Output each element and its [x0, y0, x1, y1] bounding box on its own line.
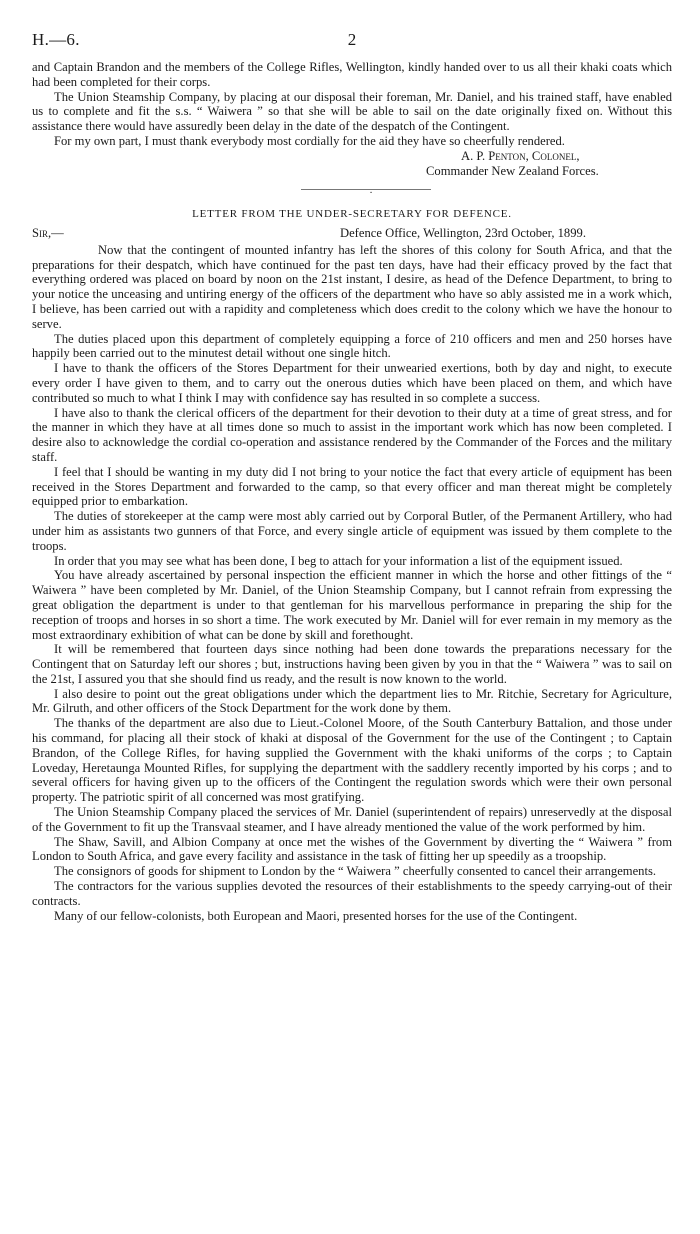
document-reference: H.—6.: [32, 30, 80, 49]
section-divider: [301, 189, 431, 190]
signature-block: [426, 149, 672, 179]
signature-title: Commander New Zealand Forces.: [426, 163, 599, 178]
paragraph: I feel that I should be wanting in my duty did I not bring to your notice the fact that every article of equipment has been received in the Stores Department and forwarded to the camp, so that every officer and man thereat might be completely equipped prior to embarkation.: [32, 464, 672, 509]
paragraph: I also desire to point out the great obligations under which the department lies to Mr. Ritchie, Secretary for Agriculture, Mr. Gilruth, and other officers of the Stock Department for the work done by them.: [32, 686, 672, 716]
paragraph: The Union Steamship Company, by placing at our disposal their foreman, Mr. Daniel, and his trained staff, have enabled us to complete and fit the s.s. “ Waiwera ” so that she will be able to sail on the date originally fixed on. Without this assistance there would have assuredly been delay in the date of the despatch of the Contingent.: [32, 89, 672, 134]
intro-section: [32, 60, 672, 149]
paragraph: The Union Steamship Company placed the services of Mr. Daniel (superintendent of repairs) unreservedly at the disposal of the Government to fit up the Transvaal steamer, and I have already mentioned the value of the work performed by him.: [32, 805, 672, 834]
letter-heading: LETTER FROM THE UNDER-SECRETARY FOR DEFENCE.: [192, 207, 512, 220]
divider-dot: ·: [369, 187, 373, 199]
paragraph: The Shaw, Savill, and Albion Company at once met the wishes of the Government by diverting the “ Waiwera ” from London to South Africa, and gave every facility and assistance in the task of fitting her up speedily as a troopship.: [32, 834, 672, 864]
paragraph: I have also to thank the clerical officers of the department for their devotion to their duty at a time of great stress, and for the manner in which they have at all times done so much to assist in the important work which has now been completed. I desire also to acknowledge the cordial co-operation and assistance rendered by the Commander of the Forces and the military staff.: [32, 405, 672, 464]
letter-body: [32, 243, 672, 924]
paragraph: Many of our fellow-colonists, both European and Maori, presented horses for the use of the Contingent.: [54, 908, 578, 923]
signature-name: A. P. Penton, Colonel,: [461, 148, 580, 163]
paragraph: It will be remembered that fourteen days since nothing had been done towards the preparations necessary for the Contingent that on Saturday left our shores ; but, instructions having been given by you in that the “ Waiwera ” was to sail on the 21st, I assured you that she should find us ready, and the result is now known to the world.: [32, 642, 672, 686]
paragraph: I have to thank the officers of the Stores Department for their unwearied exertions, both by day and night, to execute every order I have given to them, and to carry out the onerous duties which have been placed on them, and which have contributed so much to what I think I may with confidence say has resulted in so complete a success.: [32, 361, 672, 405]
page-number: 2: [347, 30, 357, 49]
paragraph: You have already ascertained by personal inspection the efficient manner in which the horse and other fittings of the “ Waiwera ” have been completed by Mr. Daniel, of the Union Steamship Company, but I cannot refrain from expressing the great obligation the department is under to that gentleman for his marvellous performance in preparing the ship for the reception of troops and horses in so short a time. The work executed by Mr. Daniel will for ever remain in my memory as the most extraordinary exhibition of what can be done by skill and forethought.: [32, 568, 672, 642]
salutation: Sir,—: [32, 225, 64, 240]
paragraph: The thanks of the department are also due to Lieut.-Colonel Moore, of the South Canterbury Battalion, and those under his command, for placing all their stock of khaki at disposal of the Government for the use of the Contingent ; to Captain Brandon, of the College Rifles, for having supplied the Government with the khaki uniforms of the corps ; to Captain Loveday, Heretaunga Mounted Rifles, for supplying the department with the saddlery recently imported by his corps ; and to several officers for having given up to the officers of the Contingent the regulation swords which were their own personal property. The patriotic spirit of all concerned was most gratifying.: [32, 716, 672, 805]
paragraph: For my own part, I must thank everybody most cordially for the aid they have so cheerfully rendered.: [54, 133, 565, 148]
salutation-line: [32, 226, 672, 241]
paragraph: Now that the contingent of mounted infantry has left the shores of this colony for South Africa, and that the preparations for their despatch, which have continued for the past ten days, have had their efficacy proved by the fact that everything ordered was placed on board by noon on the 21st instant, I desire, as head of the Defence Department, to bring to your notice the unceasing and untiring energy of the officers of the department who have so ably assisted me in a work which, I believe, has been carried out with a rapidity and completeness which does credit to the colony which we have the honour to serve.: [32, 242, 672, 331]
document-page: [32, 30, 672, 923]
paragraph: The consignors of goods for shipment to London by the “ Waiwera ” cheerfully consented to cancel their arrangements.: [54, 864, 657, 879]
dateline: Defence Office, Wellington, 23rd October, 1899.: [340, 225, 586, 240]
paragraph: and Captain Brandon and the members of the College Rifles, Wellington, kindly handed over to us all their khaki coats which had been completed for their corps.: [32, 60, 672, 89]
page-header: [32, 30, 672, 58]
paragraph: The contractors for the various supplies devoted the resources of their establishments to the speedy carrying-out of their contracts.: [32, 879, 672, 908]
paragraph: The duties of storekeeper at the camp were most ably carried out by Corporal Butler, of the Permanent Artillery, who had under him as assistants two gunners of that Force, and every single article of equipment was issued by them complete to the troops.: [32, 509, 672, 553]
paragraph: In order that you may see what has been done, I beg to attach for your information a list of the equipment issued.: [54, 553, 623, 568]
paragraph: The duties placed upon this department of completely equipping a force of 210 officers and men and 250 horses have happily been carried out to the minutest detail without one single hitch.: [32, 331, 672, 361]
